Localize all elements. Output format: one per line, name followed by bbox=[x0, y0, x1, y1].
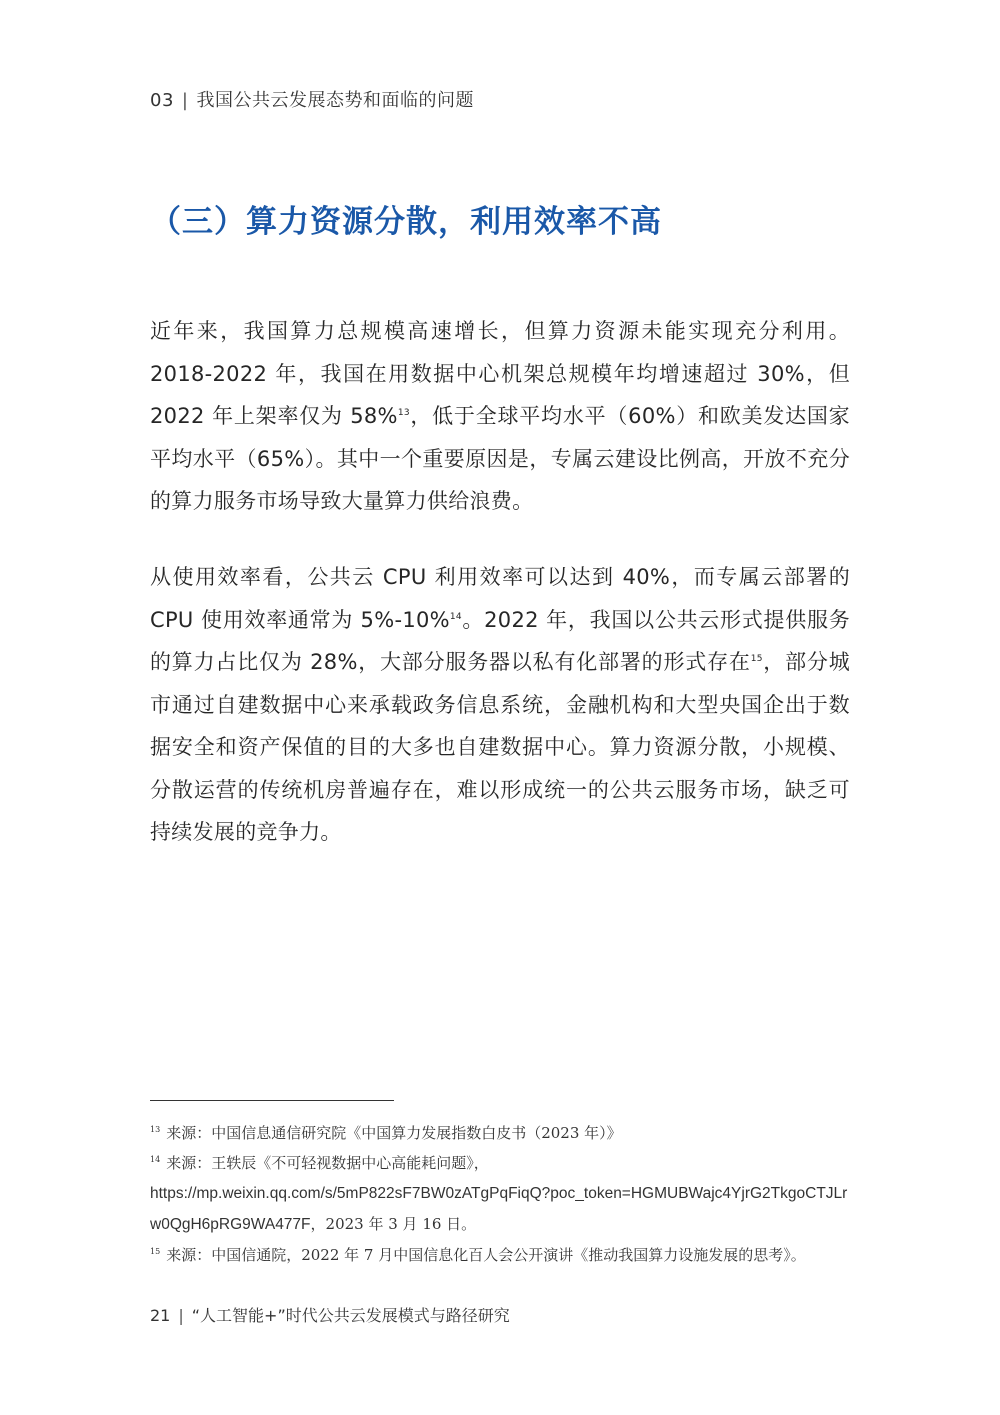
book-title: “人工智能+”时代公共云发展模式与路径研究 bbox=[191, 1306, 510, 1325]
paragraph-2-text-b: 。2022 年，我国以公共云形式提供服务的算力占比仅为 28%，大部分服务器以私有化部署的形式存在 bbox=[150, 607, 850, 674]
footnote-14 bbox=[150, 1148, 850, 1240]
footnote-text: 来源：中国信通院，2022 年 7 月中国信息化百人会公开演讲《推动我国算力设施发展的思考》。 bbox=[166, 1246, 806, 1264]
footnote-divider bbox=[150, 1100, 394, 1101]
footnote-number: 13 bbox=[150, 1125, 161, 1134]
footnote-13 bbox=[150, 1118, 850, 1148]
running-footer bbox=[150, 1303, 510, 1326]
paragraph-1-text-b: ，低于全球平均水平（60%）和欧美发达国家平均水平（65%）。其中一个重要原因是，专属云建设比例高，开放不充分的算力服务市场导致大量算力供给浪费。 bbox=[150, 404, 850, 513]
footnote-number: 15 bbox=[150, 1247, 161, 1256]
footnote-text: 来源：中国信息通信研究院《中国算力发展指数白皮书（2023 年）》 bbox=[166, 1124, 622, 1142]
header-separator: | bbox=[181, 90, 189, 111]
paragraph-2 bbox=[150, 556, 850, 854]
footer-separator: | bbox=[178, 1306, 184, 1325]
footnotes bbox=[150, 1118, 850, 1270]
paragraph-1 bbox=[150, 310, 850, 523]
footnote-link[interactable]: https://mp.weixin.qq.com/s/5mP822sF7BW0zATgPqFiqQ?poc_token=HGMUBWajc4YjrG2TkgoCTJLrw0QgH6pRG9WA477F bbox=[150, 1185, 848, 1233]
chapter-number: 03 bbox=[150, 90, 174, 111]
paragraph-1-text-a: 近年来，我国算力总规模高速增长，但算力资源未能实现充分利用。2018-2022 年，我国在用数据中心机架总规模年均增速超过 30%，但 2022 年上架率仅为 58% bbox=[150, 319, 850, 428]
section-title: （三）算力资源分散，利用效率不高 bbox=[150, 204, 662, 240]
footnote-ref-15[interactable]: 15 bbox=[750, 654, 763, 664]
footnote-15 bbox=[150, 1240, 850, 1270]
chapter-title: 我国公共云发展态势和面临的问题 bbox=[196, 90, 474, 111]
footnote-text: 来源：王轶辰《不可轻视数据中心高能耗问题》， bbox=[166, 1154, 489, 1172]
paragraph-2-text-a: 从使用效率看，公共云 CPU 利用效率可以达到 40%，而专属云部署的 CPU 使用效率通常为 5%-10% bbox=[150, 565, 850, 632]
running-header bbox=[150, 86, 474, 112]
footnote-ref-13[interactable]: 13 bbox=[397, 408, 410, 418]
footnote-number: 14 bbox=[150, 1155, 161, 1164]
footnote-ref-14[interactable]: 14 bbox=[449, 611, 462, 622]
page-number: 21 bbox=[150, 1306, 171, 1325]
footnote-date: ，2023 年 3 月 16 日。 bbox=[310, 1215, 477, 1233]
paragraph-2-text-c: ，部分城市通过自建数据中心来承载政务信息系统，金融机构和大型央国企出于数据安全和资产保值的目的大多也自建数据中心。算力资源分散，小规模、分散运营的传统机房普遍存在，难以形成统一的公共云服务市场，缺乏可持续发展的竞争力。 bbox=[150, 650, 850, 844]
